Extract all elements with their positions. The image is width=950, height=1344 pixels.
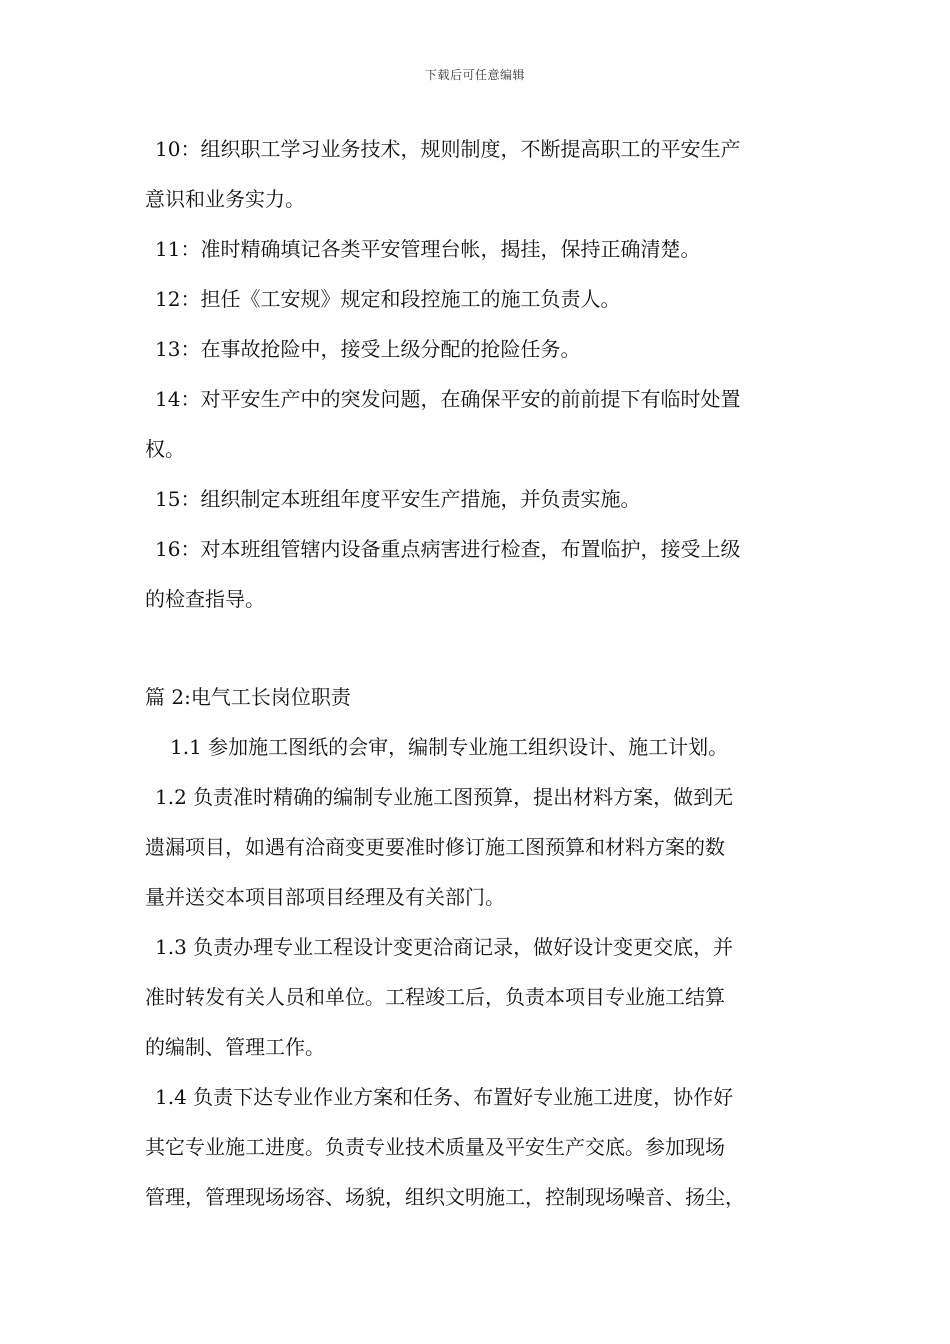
clause-1-1: 1.1 参加施工图纸的会审，编制专业施工组织设计、施工计划。 <box>170 735 729 759</box>
list-item-11: 11：准时精确填记各类平安管理台帐，揭挂，保持正确清楚。 <box>155 237 701 261</box>
clause-1-2-continued: 量并送交本项目部项目经理及有关部门。 <box>145 885 505 909</box>
list-item-13: 13：在事故抢险中，接受上级分配的抢险任务。 <box>155 337 581 361</box>
list-item-16: 16：对本班组管辖内设备重点病害进行检查，布置临护，接受上级 <box>155 537 741 561</box>
list-item-14: 14：对平安生产中的突发问题，在确保平安的前前提下有临时处置 <box>155 387 741 411</box>
list-item-14-continued: 权。 <box>145 437 185 461</box>
duties-list-section <box>145 124 815 624</box>
list-item-10-continued: 意识和业务实力。 <box>145 187 305 211</box>
list-item-16-continued: 的检查指导。 <box>145 587 265 611</box>
clause-1-3-continued: 准时转发有关人员和单位。工程竣工后，负责本项目专业施工结算 <box>145 985 725 1009</box>
clause-1-3-continued: 的编制、管理工作。 <box>145 1035 325 1059</box>
section-heading: 篇 2:电气工长岗位职责 <box>145 685 351 709</box>
clause-1-4: 1.4 负责下达专业作业方案和任务、布置好专业施工进度，协作好 <box>155 1085 734 1109</box>
list-item-10: 10：组织职工学习业务技术，规则制度，不断提高职工的平安生产 <box>155 137 741 161</box>
page-header: 下载后可任意编辑 <box>424 68 525 82</box>
clause-1-4-continued: 其它专业施工进度。负责专业技术质量及平安生产交底。参加现场 <box>145 1135 725 1159</box>
electrical-foreman-section <box>145 672 815 1222</box>
clause-1-2-continued: 遗漏项目，如遇有洽商变更要准时修订施工图预算和材料方案的数 <box>145 835 725 859</box>
list-item-15: 15：组织制定本班组年度平安生产措施，并负责实施。 <box>155 487 641 511</box>
clause-1-2: 1.2 负责准时精确的编制专业施工图预算，提出材料方案，做到无 <box>155 785 734 809</box>
clause-1-3: 1.3 负责办理专业工程设计变更洽商记录，做好设计变更交底，并 <box>155 935 734 959</box>
clause-1-4-continued: 管理，管理现场场容、场貌，组织文明施工，控制现场噪音、扬尘， <box>145 1185 745 1209</box>
list-item-12: 12：担任《工安规》规定和段控施工的施工负责人。 <box>155 287 621 311</box>
